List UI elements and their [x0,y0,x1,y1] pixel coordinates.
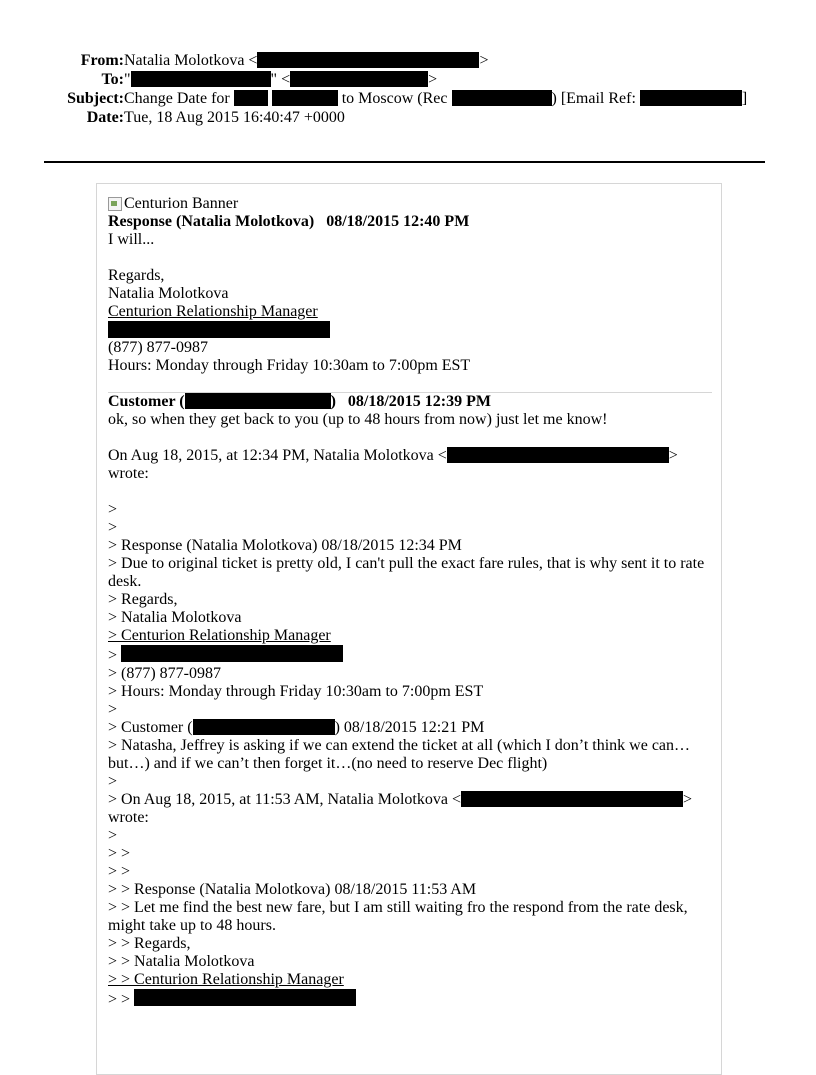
redaction-bar [108,321,330,338]
response-heading: Response (Natalia Molotkova) 08/18/2015 12:40 PM [108,213,470,230]
redaction-bar [290,71,428,87]
quote-line: > [108,827,118,844]
header-divider [44,161,765,163]
signature-regards: Regards, [108,267,165,284]
quote-name: > Natalia Molotkova [108,609,242,626]
redaction-bar [193,719,335,735]
redaction-bar [452,90,552,106]
quote-intro-close: > [682,791,693,808]
quote2-email-row [108,989,712,1009]
date-row [0,109,816,127]
redaction-bar [134,989,356,1006]
quote-intro-wrote: wrote: [108,809,149,826]
message-content [108,195,712,1009]
quote-customer-timestamp: ) 08/18/2015 12:21 PM [334,719,485,736]
quote-line: > [108,501,118,518]
from-name: Natalia Molotkova < [124,52,258,69]
to-row [0,71,816,89]
quote2-name: > > Natalia Molotkova [108,953,255,970]
quote-response-heading: > Response (Natalia Molotkova) 08/18/2015 12:34 PM [108,537,462,554]
quote-intro-wrote: wrote: [108,465,149,482]
subject-value [124,90,747,108]
redaction-bar [640,90,742,106]
from-close: > [479,52,489,69]
signature-name: Natalia Molotkova [108,285,229,302]
signature-email-row [108,321,712,339]
subject-part-b: to Moscow (Rec [341,90,448,107]
quote-line: > [108,701,118,718]
customer-text: ok, so when they get back to you (up to 48 hours from now) just let me know! [108,411,608,428]
quote-hours: > Hours: Monday through Friday 10:30am to 7:00pm EST [108,683,484,700]
quote-customer-heading [108,719,712,737]
redaction-bar [447,447,669,463]
customer-heading [108,393,712,411]
subject-row [0,90,816,108]
quote-marker: > > [108,991,131,1008]
to-open-quote: " [124,71,131,88]
quote-intro-1 [108,447,712,465]
redaction-bar [257,52,479,68]
quote-regards: > Regards, [108,591,178,608]
signature-title: Centurion Relationship Manager [108,303,318,320]
broken-image-icon [108,197,122,211]
redaction-bar [185,393,331,409]
from-label: From: [80,52,124,69]
quote-response-text: > Due to original ticket is pretty old, I can't pull the exact fare rules, that is why sent it to rate desk. [108,555,705,590]
to-close: > [428,71,438,88]
to-value [124,71,437,89]
redaction-bar [461,791,683,807]
email-header [0,52,816,128]
subject-part-d: ] [741,90,748,107]
quote-intro-close: > [668,447,678,464]
quote-customer-label: > Customer ( [108,719,193,736]
quote-intro-text: > On Aug 18, 2015, at 11:53 AM, Natalia Molotkova < [108,791,461,808]
message-card [96,183,722,1075]
quote-intro-2 [108,791,712,809]
redaction-bar [234,90,268,106]
quote-line: > > [108,863,131,880]
quote-phone: > (877) 877-0987 [108,665,222,682]
date-value: Tue, 18 Aug 2015 16:40:47 +0000 [124,109,345,126]
quote2-regards: > > Regards, [108,935,191,952]
subject-part-a: Change Date for [124,90,230,107]
customer-timestamp: ) 08/18/2015 12:39 PM [330,393,491,410]
signature-phone: (877) 877-0987 [108,339,208,356]
to-label: To: [101,71,124,88]
quote-line: > [108,519,118,536]
quote-marker: > [108,647,118,664]
quote-title: > Centurion Relationship Manager [108,627,331,644]
quote-intro-text: On Aug 18, 2015, at 12:34 PM, Natalia Molotkova < [108,447,447,464]
quote2-title: > > Centurion Relationship Manager [108,971,344,988]
quote-customer-text: > Natasha, Jeffrey is asking if we can extend the ticket at all (which I don’t think we can… but…) and if we can’t then forget it…(no need to reserve Dec flight) [108,737,691,772]
quote-line: > [108,773,118,790]
centurion-banner [108,195,712,213]
subject-part-c: ) [Email Ref: [551,90,636,107]
signature-hours: Hours: Monday through Friday 10:30am to 7:00pm EST [108,357,471,374]
from-value [124,52,488,70]
banner-alt-text: Centurion Banner [124,195,239,212]
response-text: I will... [108,231,155,248]
date-label: Date: [86,109,124,126]
redaction-bar [131,71,271,87]
customer-label: Customer ( [108,393,185,410]
subject-label: Subject: [67,90,124,107]
from-row [0,52,816,70]
quote-email-row [108,645,712,665]
quote2-response-text: > > Let me find the best new fare, but I am still waiting fro the respond from the rate desk, might take up to 48 hours. [108,899,688,934]
quote2-response-heading: > > Response (Natalia Molotkova) 08/18/2015 11:53 AM [108,881,477,898]
quote-line: > > [108,845,131,862]
redaction-bar [272,90,338,106]
redaction-bar [121,645,343,662]
to-mid: " < [270,71,291,88]
